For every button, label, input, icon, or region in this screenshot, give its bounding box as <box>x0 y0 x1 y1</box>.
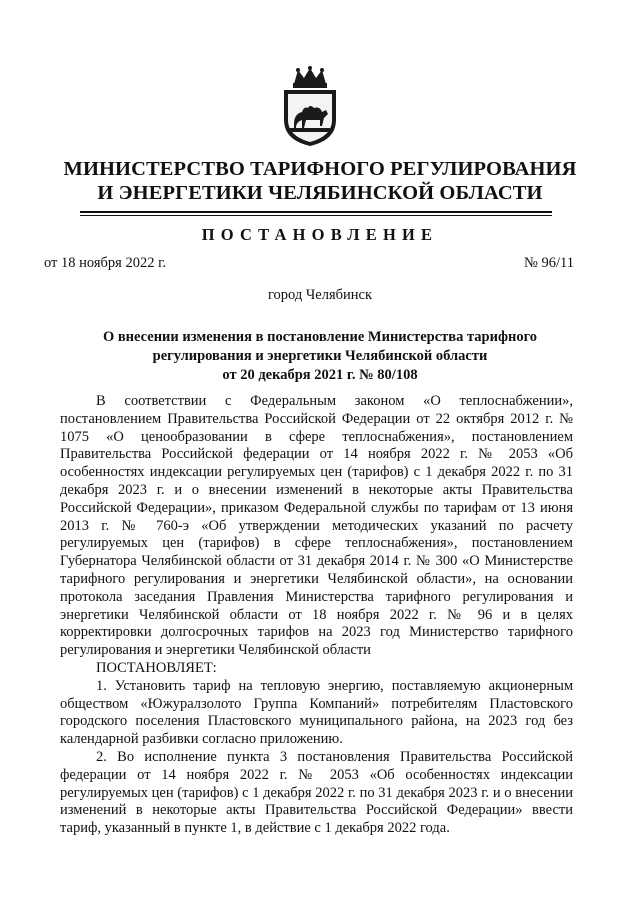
document-type-title: ПОСТАНОВЛЕНИЕ <box>201 225 439 244</box>
ministry-name-line2: И ЭНЕРГЕТИКИ ЧЕЛЯБИНСКОЙ ОБЛАСТИ <box>97 182 543 204</box>
document-body <box>60 393 573 838</box>
document-number: № 96/11 <box>524 255 574 271</box>
clause-item-2: 2. Во исполнение пункта 3 постановления Правительства Российской федерации от 14 ноября 2022 г. № 2053 «Об особенностях индексации регулируемых цен (тарифов) с 1 декабря 2022 г. по 31 декабря 2023 г. и о внесении изменений в некоторые акты Правительства Российской Федерации» ввести тариф, указанный в пункте 1, в действие с 1 декабря 2022 года. <box>60 748 573 837</box>
subject-line1: О внесении изменения в постановление Министерства тарифного <box>102 329 538 345</box>
document-city: город Челябинск <box>267 287 373 303</box>
chelyabinsk-coat-of-arms-icon <box>276 66 344 148</box>
header-divider-thick <box>80 211 552 213</box>
subject-line2: регулирования и энергетики Челябинской области <box>152 348 488 364</box>
preamble-paragraph: В соответствии с Федеральным законом «О теплоснабжении», постановлением Правительства Российской Федерации от 22 октября 2012 г. № 1075 «О ценообразовании в сфере теплоснабжения», постановлением Правительства Российской федерации от 14 ноября 2022 г. № 2053 «Об особенностях индексации регулируемых цен (тарифов) с 1 декабря 2022 г. по 31 декабря 2023 г. и о внесении изменений в некоторые акты Правительства Российской Федерации», приказом Федеральной службы по тарифам от 13 июня 2013 г. № 760-э «Об утверждении методических указаний по расчету регулируемых цен (тарифов) в сфере теплоснабжения», постановлением Губернатора Челябинской области от 31 декабря 2014 г. № 300 «О Министерстве тарифного регулирования и энергетики Челябинской области», на основании протокола заседания Правления Министерства тарифного регулирования и энергетики Челябинской области от 18 ноября 2022 г. № 96 и в целях корректировки долгосрочных тарифов на 2023 год Министерство тарифного регулирования и энергетики Челябинской области <box>60 393 573 659</box>
document-subject <box>80 328 560 385</box>
document-date: от 18 ноября 2022 г. <box>44 255 167 271</box>
header-divider-thin <box>80 215 552 216</box>
ministry-name-line1: МИНИСТЕРСТВО ТАРИФНОГО РЕГУЛИРОВАНИЯ <box>63 158 577 180</box>
decree-heading: ПОСТАНОВЛЯЕТ: <box>96 659 217 676</box>
ministry-name <box>0 157 640 205</box>
clause-item-1: 1. Установить тариф на тепловую энергию, поставляемую акционерным обществом «Южуралзолото Группа Компаний» потребителям Пластовского городского поселения Пластовского муниципального района, на 2023 год без календарной разбивки согласно приложению. <box>60 677 573 748</box>
subject-line3: от 20 декабря 2021 г. № 80/108 <box>222 367 418 383</box>
